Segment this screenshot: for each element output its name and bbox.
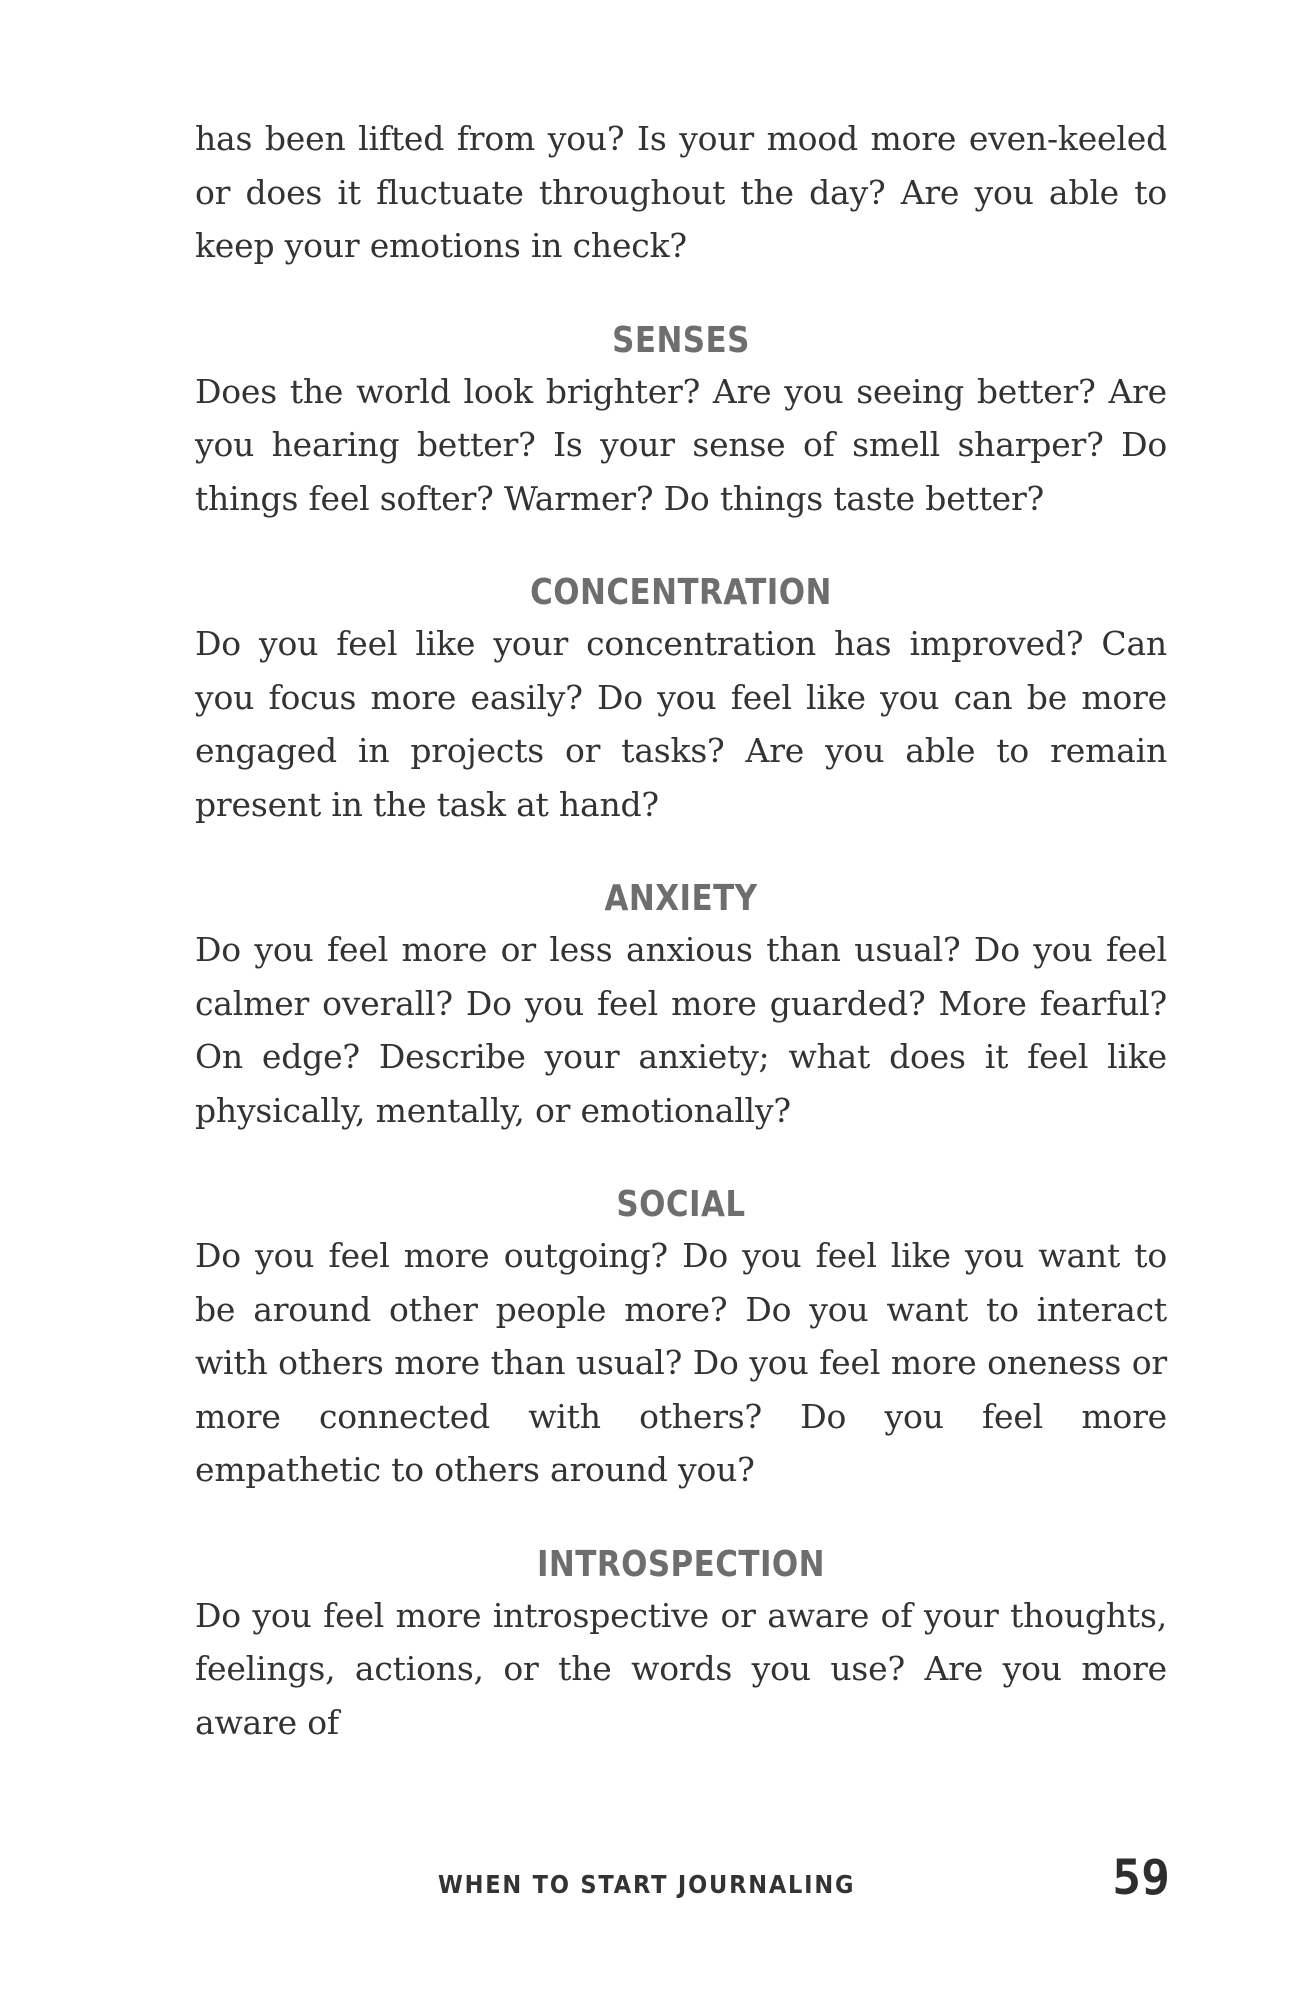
spacer	[195, 1137, 1167, 1183]
section-body-social: Do you feel more outgoing? Do you feel like you want to be around other people more? Do you want to interact with others more than usual? Do you feel more oneness or more connected with others? Do you feel more empathetic to others around you?	[195, 1236, 1167, 1489]
section-body-senses: Does the world look brighter? Are you seeing better? Are you hearing better? Is your sense of smell sharper? Do things feel softer? Warmer? Do things taste better?	[195, 371, 1167, 518]
section-senses	[195, 319, 1167, 526]
spacer	[195, 831, 1167, 877]
section-heading-social: SOCIAL	[616, 1184, 746, 1225]
section-introspection	[195, 1543, 1167, 1750]
section-body-introspection: Do you feel more introspective or aware of your thoughts, feelings, actions, or the words you use? Are you more aware of	[195, 1595, 1167, 1742]
page-number: 59	[1112, 1850, 1170, 1906]
section-heading-introspection: INTROSPECTION	[536, 1543, 826, 1585]
section-heading-concentration: CONCENTRATION	[530, 572, 832, 613]
running-head: WHEN TO START JOURNALING	[438, 1870, 856, 1899]
section-concentration	[195, 571, 1167, 831]
text-column	[195, 112, 1167, 1749]
intro-paragraph: has been lifted from you? Is your mood more even-keeled or does it fluctuate throughout the day? Are you able to keep your emotions in check?	[195, 119, 1167, 265]
spacer	[195, 1497, 1167, 1543]
spacer	[195, 525, 1167, 571]
section-heading-senses: SENSES	[612, 319, 750, 361]
spacer	[195, 273, 1167, 319]
section-body-anxiety: Do you feel more or less anxious than usual? Do you feel calmer overall? Do you feel more guarded? More fearful? On edge? Describe your anxiety; what does it feel like physically, mentally, or emotionally?	[195, 930, 1167, 1130]
section-social	[195, 1183, 1167, 1497]
section-body-concentration: Do you feel like your concentration has improved? Can you focus more easily? Do you feel like you can be more engaged in projects or tasks? Are you able to remain present in the task at hand?	[195, 624, 1167, 824]
section-heading-anxiety: ANXIETY	[604, 878, 758, 919]
section-anxiety	[195, 877, 1167, 1137]
